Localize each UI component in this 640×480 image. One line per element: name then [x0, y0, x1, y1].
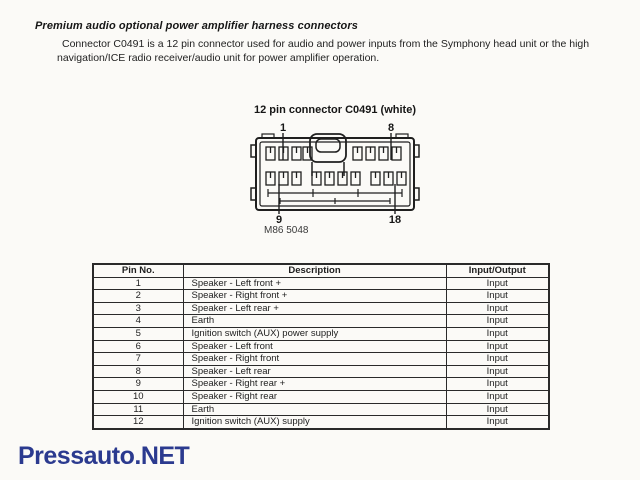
- intro-line: Connector C0491 is a 12 pin connector used for audio and power inputs from the Symphony head unit or the high: [62, 38, 590, 50]
- pin-table-row: [93, 340, 549, 353]
- pin-number-bottom-right: 18: [388, 214, 402, 224]
- pin-table-row: [93, 302, 549, 315]
- section-heading: Premium audio optional power amplifier harness connectors: [35, 20, 358, 32]
- pin-number-cell: 2: [93, 290, 183, 303]
- description-cell: Speaker - Right rear: [183, 390, 446, 403]
- description-cell: Speaker - Left front +: [183, 277, 446, 290]
- pin-table-row: [93, 277, 549, 290]
- pin-table-header-row: [93, 264, 549, 277]
- description-cell: Ignition switch (AUX) supply: [183, 416, 446, 429]
- input-output-cell: Input: [446, 315, 549, 328]
- input-output-cell: Input: [446, 403, 549, 416]
- input-output-header: Input/Output: [446, 264, 549, 277]
- pin-table-row: [93, 416, 549, 429]
- description-cell: Speaker - Right rear +: [183, 378, 446, 391]
- pin-number-cell: 10: [93, 390, 183, 403]
- input-output-cell: Input: [446, 277, 549, 290]
- description-cell: Speaker - Left front: [183, 340, 446, 353]
- pin-table: [92, 263, 550, 430]
- input-output-cell: Input: [446, 327, 549, 340]
- pin-table-row: [93, 365, 549, 378]
- input-output-cell: Input: [446, 302, 549, 315]
- pin-table-row: [93, 378, 549, 391]
- pin-table-row: [93, 327, 549, 340]
- pin-number-cell: 8: [93, 365, 183, 378]
- pin-table-row: [93, 290, 549, 303]
- pin-number-header: Pin No.: [93, 264, 183, 277]
- pin-number-cell: 12: [93, 416, 183, 429]
- input-output-cell: Input: [446, 390, 549, 403]
- description-cell: Speaker - Right front: [183, 353, 446, 366]
- figure-code: M86 5048: [264, 225, 309, 236]
- diagram-title: 12 pin connector C0491 (white): [254, 104, 416, 116]
- intro-line: navigation/ICE radio receiver/audio unit for power amplifier operation.: [57, 52, 380, 64]
- input-output-cell: Input: [446, 340, 549, 353]
- description-cell: Speaker - Left rear: [183, 365, 446, 378]
- connector-diagram: [250, 120, 420, 224]
- input-output-cell: Input: [446, 378, 549, 391]
- pin-number-cell: 5: [93, 327, 183, 340]
- watermark-logo: Pressauto.NET: [18, 442, 190, 470]
- pin-number-top-left: 1: [279, 122, 287, 134]
- pin-table-row: [93, 403, 549, 416]
- pin-number-bottom-left: 9: [275, 214, 283, 224]
- input-output-cell: Input: [446, 290, 549, 303]
- pin-number-top-right: 8: [387, 122, 395, 134]
- pin-number-cell: 9: [93, 378, 183, 391]
- input-output-cell: Input: [446, 416, 549, 429]
- description-header: Description: [183, 264, 446, 277]
- pin-number-cell: 1: [93, 277, 183, 290]
- intro-paragraph: [57, 37, 602, 65]
- pin-number-cell: 4: [93, 315, 183, 328]
- input-output-cell: Input: [446, 365, 549, 378]
- pin-table-row: [93, 315, 549, 328]
- pin-number-cell: 7: [93, 353, 183, 366]
- description-cell: Earth: [183, 315, 446, 328]
- pin-table-row: [93, 390, 549, 403]
- description-cell: Speaker - Left rear +: [183, 302, 446, 315]
- description-cell: Speaker - Right front +: [183, 290, 446, 303]
- pin-number-cell: 11: [93, 403, 183, 416]
- description-cell: Ignition switch (AUX) power supply: [183, 327, 446, 340]
- description-cell: Earth: [183, 403, 446, 416]
- input-output-cell: Input: [446, 353, 549, 366]
- pin-number-cell: 3: [93, 302, 183, 315]
- pin-number-cell: 6: [93, 340, 183, 353]
- pin-table-row: [93, 353, 549, 366]
